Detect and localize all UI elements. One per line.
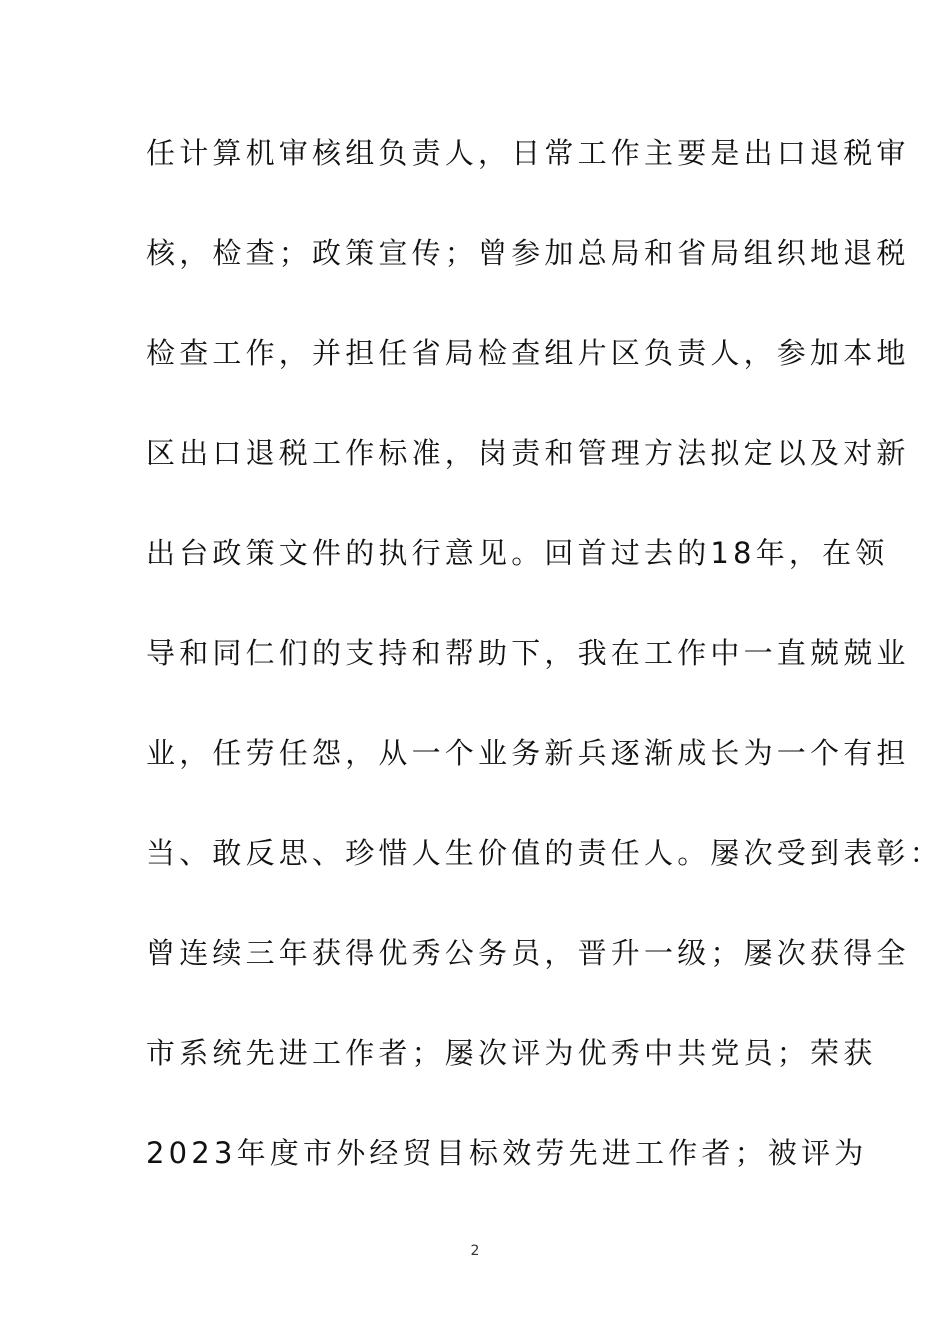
text-line: 任计算机审核组负责人，日常工作主要是出口退税审 [146,136,910,170]
text-line: 曾连续三年获得优秀公务员，晋升一级；屡次获得全 [146,936,910,970]
text-line: 出台政策文件的执行意见。回首过去的18年，在领 [146,536,889,570]
text-line: 2023年度市外经贸目标效劳先进工作者；被评为 [146,1136,868,1170]
page-number: 2 [470,1243,480,1259]
text-line: 检查工作，并担任省局检查组片区负责人，参加本地 [146,336,910,370]
text-line: 业，任劳任怨，从一个业务新兵逐渐成长为一个有担 [146,736,910,770]
text-line: 市系统先进工作者；屡次评为优秀中共党员；荣获 [146,1036,877,1070]
text-line: 区出口退税工作标准，岗责和管理方法拟定以及对新 [146,436,910,470]
text-line: 导和同仁们的支持和帮助下，我在工作中一直兢兢业 [146,636,910,670]
text-line: 当、敢反思、珍惜人生价值的责任人。屡次受到表彰： [146,836,943,870]
body-text [146,124,943,1224]
text-line: 核，检查；政策宣传；曾参加总局和省局组织地退税 [146,236,910,270]
